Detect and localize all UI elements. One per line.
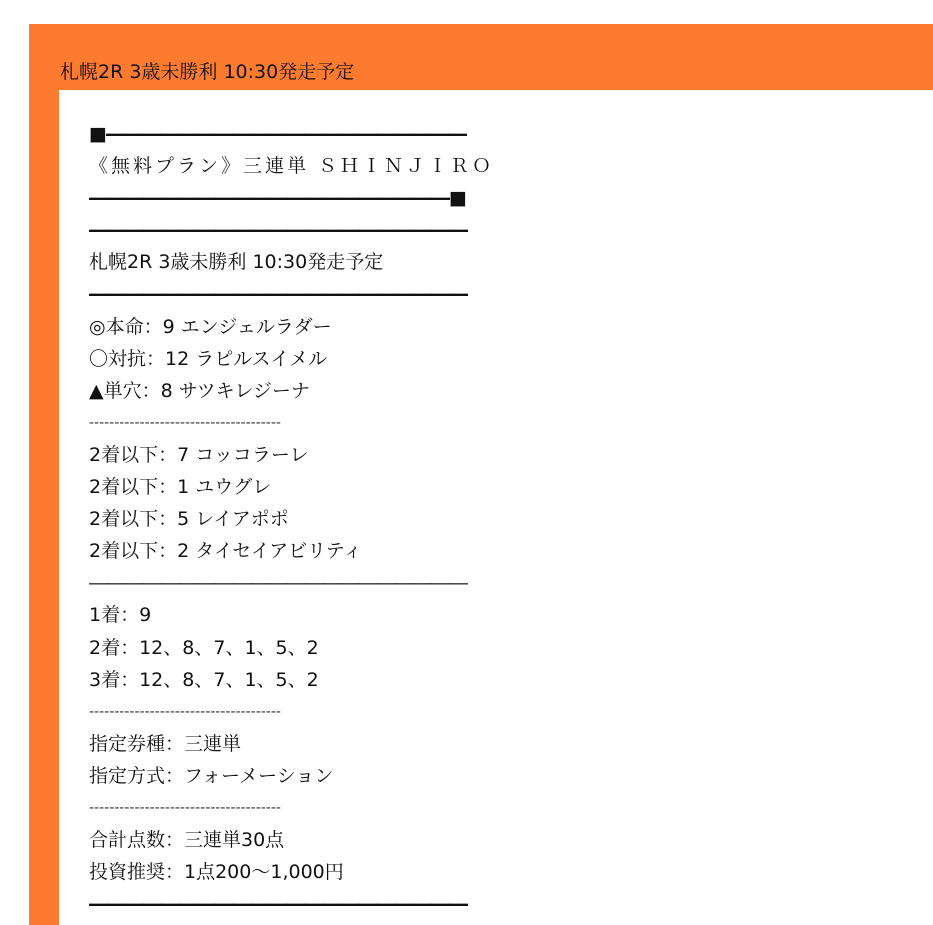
other-pick: 2着以下：1 ユウグレ xyxy=(89,476,272,499)
total-points: 合計点数：三連単30点 xyxy=(89,829,285,852)
header-bar xyxy=(29,24,933,90)
pick-taikou: 〇対抗：12 ラピルスイメル xyxy=(89,347,328,370)
formation-first: 1着：9 xyxy=(89,604,152,627)
other-pick: 2着以下：5 レイアポポ xyxy=(89,508,289,531)
article-body xyxy=(89,118,569,920)
dashed-divider: -------------------------------------- xyxy=(89,703,281,720)
rule-divider: ――――――――――――――――――――― xyxy=(89,219,467,242)
other-pick: 2着以下：2 タイセイアビリティ xyxy=(89,540,363,563)
formation-second: 2着：12、8、7、1、5、2 xyxy=(89,636,319,659)
left-accent-stripe xyxy=(29,90,59,925)
investment: 投資推奨：1点200～1,000円 xyxy=(89,861,344,884)
plan-title: 《無料プラン》三連単 ＳＨＩＮＪＩＲＯ xyxy=(89,155,495,178)
dashed-divider: -------------------------------------- xyxy=(89,414,281,431)
dashed-divider: -------------------------------------- xyxy=(89,799,281,816)
pick-tanana: ▲単穴：8 サツキレジーナ xyxy=(89,379,310,402)
bet-method: 指定方式：フォーメーション xyxy=(89,764,334,787)
header-title: 札幌2R 3歳未勝利 10:30発走予定 xyxy=(60,61,355,83)
formation-third: 3着：12、8、7、1、5、2 xyxy=(89,668,319,691)
rule-bottom: ――――――――――――――――――――― xyxy=(89,893,467,916)
bet-type: 指定券種：三連単 xyxy=(89,732,242,755)
other-pick: 2着以下：7 コッコラーレ xyxy=(89,443,309,466)
rule-top: ■―――――――――――――――――――― xyxy=(89,123,466,145)
pick-honmei: ◎本命：9 エンジェルラダー xyxy=(89,315,332,338)
rule-top-end: ――――――――――――――――――――■ xyxy=(89,187,466,210)
thin-divider: ――――――――――――――――――――― xyxy=(89,572,467,595)
race-title: 札幌2R 3歳未勝利 10:30発走予定 xyxy=(89,251,384,274)
rule-divider: ――――――――――――――――――――― xyxy=(89,283,467,306)
